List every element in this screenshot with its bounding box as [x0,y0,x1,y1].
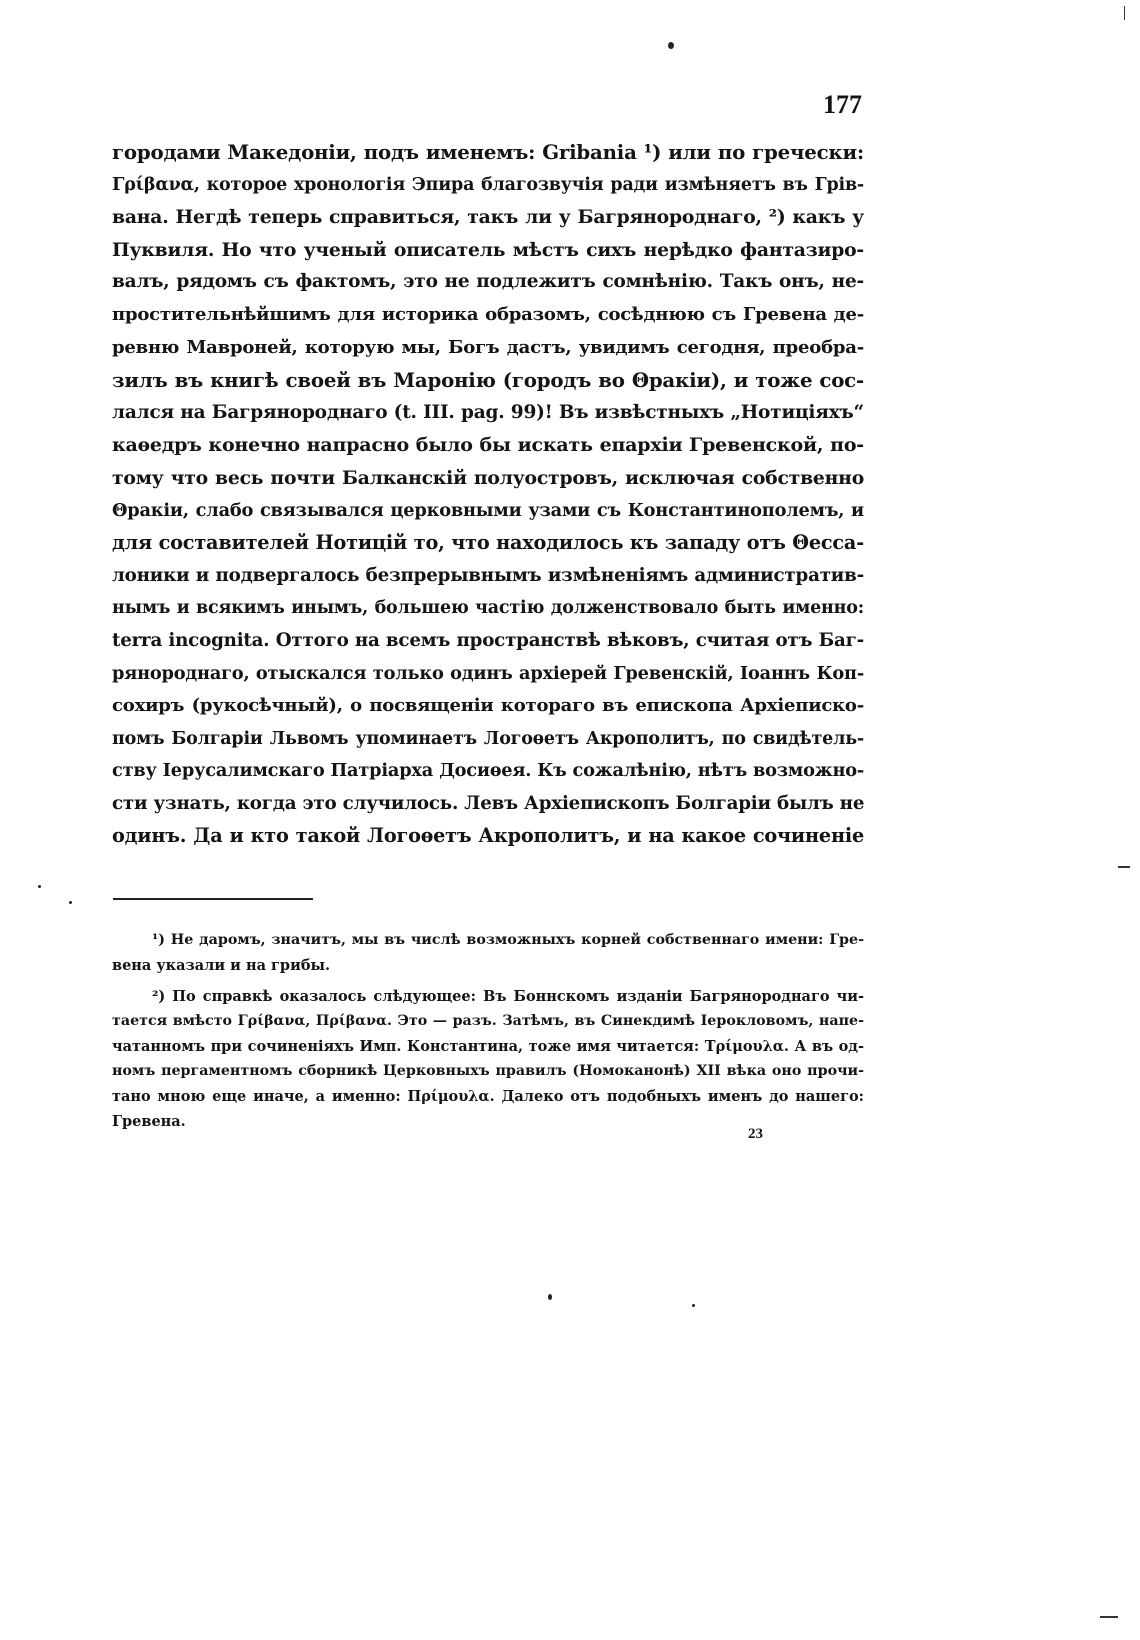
footnote-line: ²) По справкѣ оказалось слѣдующее: Въ Боннскомъ изданіи Багрянороднаго чи- [152,988,864,1005]
footnote-line: ¹) Не даромъ, значитъ, мы въ числѣ возможныхъ корней собственнаго имени: Гре- [152,932,864,948]
body-line: сохиръ (рукосѣчный), о посвященіи котораго въ епископа Архіеписко- [112,695,864,717]
body-line: лоники и подвергалось безпрерывнымъ измѣненіямъ административ- [112,564,864,586]
footnote-line: тано мною еще иначе, а именно: Πρίμουλα. Далеко отъ подобныхъ именъ до нашего: [112,1088,864,1105]
body-line: простительнѣйшимъ для историка образомъ, сосѣднюю съ Гревена де- [112,303,864,325]
body-line: Пуквиля. Но что ученый описатель мѣстъ сихъ нерѣдко фантазиро- [112,238,864,261]
body-text [112,136,864,853]
body-line: валъ, рядомъ съ фактомъ, это не подлежитъ сомнѣнію. Такъ онъ, не- [112,271,864,293]
footnote-line: номъ пергаментномъ сборникѣ Церковныхъ правилъ (Номоканонѣ) XII вѣка оно прочи- [112,1063,864,1079]
body-line: рянороднаго, отыскался только одинъ архіерей Гревенскій, Іоаннъ Коп- [112,662,864,684]
body-line: помъ Болгаріи Львомъ упоминаетъ Логоѳетъ Акрополитъ, по свидѣтель- [112,728,864,749]
body-line: зилъ въ книгѣ своей въ Маронію (городъ во Θракіи), и тоже сос- [112,368,864,393]
body-line: ству Іерусалимскаго Патріарха Досиѳея. Къ сожалѣнію, нѣтъ возможно- [112,760,865,782]
body-line: одинъ. Да и кто такой Логоѳетъ Акрополитъ, и на какое сочиненіе [112,824,864,848]
scan-speck [548,1294,552,1300]
scan-speck [668,42,674,49]
scan-speck [692,1304,695,1307]
footnote-line: вена указали и на грибы. [112,957,331,974]
page-number: 177 [823,90,862,119]
body-line: Γρίβανα, которое хронологія Эпира благозвучія ради измѣняетъ въ Грів- [112,174,864,195]
body-line: тому что весь почти Балканскій полуостровъ, исключая собственно [112,466,864,489]
footnote-1 [112,928,864,978]
body-line: лался на Багрянороднаго (t. III. pag. 99)! Въ извѣстныхъ „Нотиціяхъ“ [112,401,864,423]
body-line: каѳедръ конечно напрасно было бы искать епархіи Гревенской, по- [112,434,864,457]
scan-speck [38,885,41,888]
footnote-separator [113,898,313,900]
body-line: городами Македоніи, подъ именемъ: Gribania ¹) или по гречески: [112,140,864,164]
scan-speck [69,901,72,904]
footnote-2 [112,984,864,1134]
body-line: ревню Мавроней, которую мы, Богъ дастъ, увидимъ сегодня, преобра- [112,336,864,358]
footnotes [112,928,864,1134]
body-line: вана. Негдѣ теперь справиться, такъ ли у Багрянороднаго, ²) какъ у [112,206,864,229]
body-line: для составителей Нотицій то, что находилось къ западу отъ Θесса- [112,531,864,555]
footnote-line: чатанномъ при сочиненіяхъ Имп. Константина, тоже имя читается: Τρίμουλα. А въ од- [112,1038,864,1055]
scan-mark [1100,1616,1118,1618]
scan-mark [1118,866,1130,868]
scan-mark [1124,6,1125,20]
body-line: нымъ и всякимъ инымъ, большею частію долженствовало быть именно: [112,598,864,619]
body-line: Θракіи, слабо связывался церковными узами съ Константинополемъ, и [112,499,864,521]
signature-mark: 23 [748,1126,763,1142]
footnote-line: Гревена. [112,1113,186,1130]
body-line: terra incognita. Оттого на всемъ пространствѣ вѣковъ, считая отъ Баг- [112,629,864,651]
footnote-line: тается вмѣсто Γρίβανα, Πρίβανα. Это — разъ. Затѣмъ, въ Синекдимѣ Іерокловомъ, напе- [112,1013,864,1029]
body-line: сти узнать, когда это случилось. Левъ Архіепископъ Болгаріи былъ не [112,792,865,814]
